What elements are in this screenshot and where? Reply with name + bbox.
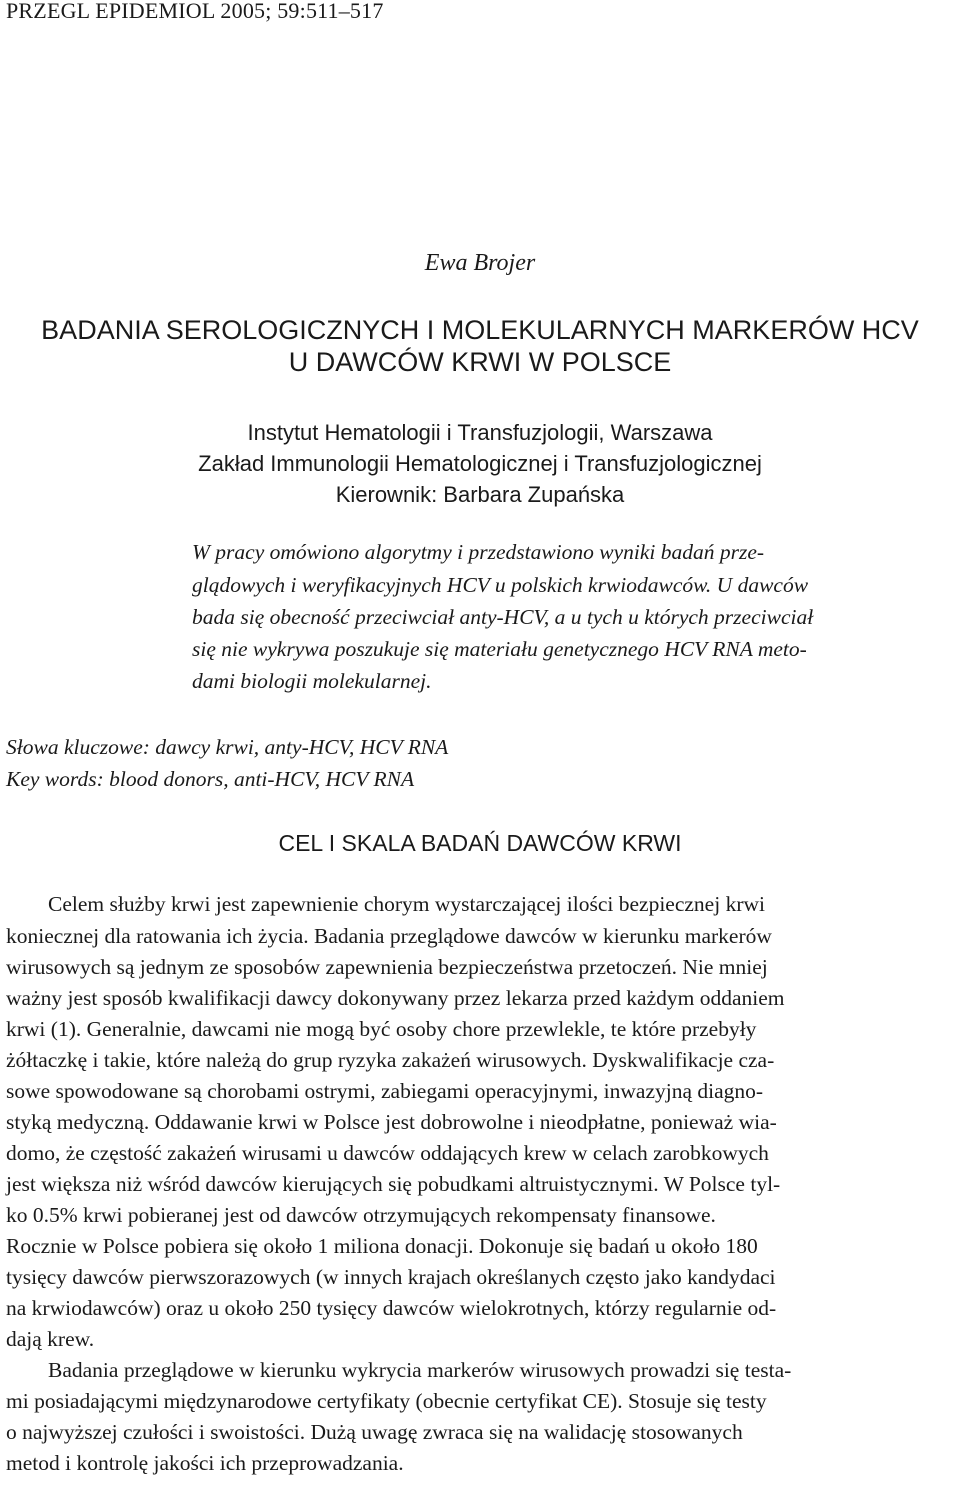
body-line: wirusowych są jednym ze sposobów zapewnienia bezpieczeństwa przetoczeń. Nie mniej bbox=[6, 955, 768, 979]
body-line: sowe spowodowane są chorobami ostrymi, zabiegami operacyjnymi, inwazyjną diagno- bbox=[6, 1079, 764, 1103]
abstract-line: dami biologii molekularnej. bbox=[192, 669, 432, 693]
keywords-english: Key words: blood donors, anti-HCV, HCV RNA bbox=[6, 767, 415, 791]
body-line: domo, że częstość zakażeń wirusami u dawców oddających krew w celach zarobkowych bbox=[6, 1141, 769, 1165]
body-line: żółtaczkę i takie, które należą do grup ryzyka zakażeń wirusowych. Dyskwalifikacje cza- bbox=[6, 1048, 775, 1072]
body-line: ko 0.5% krwi pobieranej jest od dawców otrzymujących rekompensaty finansowe. bbox=[6, 1203, 716, 1227]
article-title-line-1: BADANIA SEROLOGICZNYCH I MOLEKULARNYCH MARKERÓW HCV bbox=[41, 315, 919, 345]
body-line: dają krew. bbox=[6, 1327, 95, 1351]
abstract-line: bada się obecność przeciwciał anty-HCV, a u tych u których przeciwciał bbox=[192, 605, 814, 629]
body-line: na krwiodawców) oraz u około 250 tysięcy dawców wielokrotnych, którzy regularnie od- bbox=[6, 1296, 777, 1320]
section-heading: CEL I SKALA BADAŃ DAWCÓW KRWI bbox=[278, 830, 682, 856]
body-line: ważny jest sposób kwalifikacji dawcy dokonywany przez lekarza przed każdym oddaniem bbox=[6, 986, 785, 1010]
body-line: metod i kontrolę jakości ich przeprowadzania. bbox=[6, 1451, 404, 1475]
body-line: mi posiadającymi międzynarodowe certyfikaty (obecnie certyfikat CE). Stosuje się testy bbox=[6, 1389, 767, 1413]
affiliation-head: Kierownik: Barbara Zupańska bbox=[335, 482, 625, 507]
author-name: Ewa Brojer bbox=[424, 250, 536, 276]
abstract-line: glądowych i weryfikacyjnych HCV u polskich krwiodawców. U dawców bbox=[192, 573, 809, 597]
article-title-line-2: U DAWCÓW KRWI W POLSCE bbox=[288, 347, 672, 377]
affiliation-department: Zakład Immunologii Hematologicznej i Transfuzjologicznej bbox=[198, 451, 762, 476]
body-line: Rocznie w Polsce pobiera się około 1 miliona donacji. Dokonuje się badań u około 180 bbox=[6, 1234, 758, 1258]
journal-header: PRZEGL EPIDEMIOL 2005; 59:511–517 bbox=[6, 0, 384, 23]
body-line: krwi (1). Generalnie, dawcami nie mogą być osoby chore przewlekle, te które przebyły bbox=[6, 1017, 757, 1041]
body-line: o najwyższej czułości i swoistości. Dużą uwagę zwraca się na walidację stosowanych bbox=[6, 1420, 743, 1444]
body-line: tysięcy dawców pierwszorazowych (w innych krajach określanych często jako kandydaci bbox=[6, 1265, 776, 1289]
body-line: Badania przeglądowe w kierunku wykrycia markerów wirusowych prowadzi się testa- bbox=[48, 1358, 792, 1382]
body-line: koniecznej dla ratowania ich życia. Badania przeglądowe dawców w kierunku markerów bbox=[6, 924, 772, 948]
affiliation-institute: Instytut Hematologii i Transfuzjologii, Warszawa bbox=[247, 420, 713, 445]
abstract-line: W pracy omówiono algorytmy i przedstawiono wyniki badań prze- bbox=[192, 540, 765, 564]
body-line: styką medyczną. Oddawanie krwi w Polsce jest dobrowolne i nieodpłatne, ponieważ wia- bbox=[6, 1110, 777, 1134]
abstract-line: się nie wykrywa poszukuje się materiału genetycznego HCV RNA meto- bbox=[192, 637, 807, 661]
body-line: Celem służby krwi jest zapewnienie chorym wystarczającej ilości bezpiecznej krwi bbox=[48, 892, 765, 916]
body-line: jest większa niż wśród dawców kierujących się pobudkami altruistycznymi. W Polsce tyl- bbox=[6, 1172, 781, 1196]
keywords-polish: Słowa kluczowe: dawcy krwi, anty-HCV, HCV RNA bbox=[6, 735, 449, 759]
